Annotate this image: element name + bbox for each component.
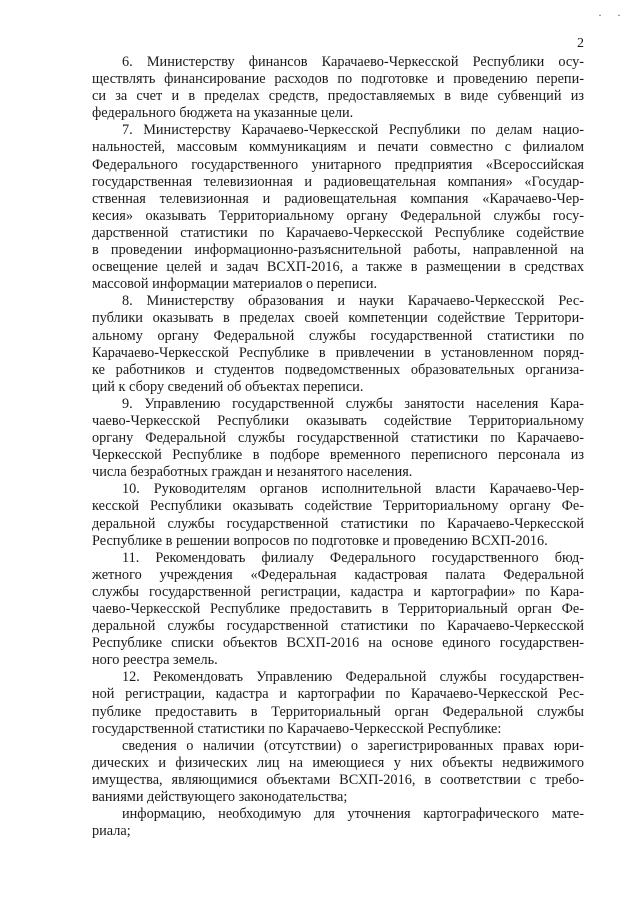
text-line: нальностей, массовым коммуникациям и печати совместно с филиалом — [92, 139, 584, 156]
text-line: ного реестра земель. — [92, 652, 218, 669]
text-line: чаево-Черкесской Республики оказывать содействие Территориальному — [92, 412, 584, 429]
text-line: дических и физических лиц на имеющиеся у них объекты недвижимого — [92, 754, 584, 771]
text-line: деральной службы государственной статистики по Карачаево-Черкесской — [92, 618, 584, 635]
text-line: ке работников и студентов подведомственных образовательных организа- — [92, 361, 584, 378]
text-line: 7. Министерству Карачаево-Черкесской Республики по делам нацио- — [122, 122, 584, 139]
text-line: в проведении информационно-разъяснительной работы, направленной на — [92, 242, 584, 259]
text-line: Черкесской Республике в подборе временного переписного персонала из — [92, 447, 584, 464]
text-line: жетного учреждения «Федеральная кадастровая палата Федеральной — [92, 566, 584, 583]
text-line: публики оказывать в пределах своей компетенции содействие Территори- — [92, 310, 584, 327]
text-line: 12. Рекомендовать Управлению Федеральной службы государствен- — [122, 669, 584, 686]
page-number: 2 — [577, 36, 584, 51]
text-line: риала; — [92, 823, 131, 840]
text-line: ственная телевизионная и радиовещательная компания «Карачаево-Чер- — [92, 190, 584, 207]
text-line: ваниями действующего законодательства; — [92, 789, 348, 806]
text-line: сведения о наличии (отсутствии) о зарегистрированных правах юри- — [122, 737, 584, 754]
text-line: альному органу Федеральной службы государственной статистики по — [92, 327, 584, 344]
text-line: имущества, являющимися объектами ВСХП-2016, в соответствии с требо- — [92, 771, 584, 788]
text-line: массовой информации материалов о переписи. — [92, 276, 378, 293]
text-line: ций к сбору сведений об объектах переписи. — [92, 378, 364, 395]
text-line: дарственной статистики по Карачаево-Черкесской Республике содействие — [92, 224, 584, 241]
text-line: 9. Управлению государственной службы занятости населения Кара- — [122, 395, 584, 412]
text-line: Федерального государственного унитарного предприятия «Всероссийская — [92, 156, 584, 173]
text-line: числа безработных граждан и незанятого населения. — [92, 464, 413, 481]
text-line: 10. Руководителям органов исполнительной власти Карачаево-Чер- — [122, 481, 584, 498]
text-line: 11. Рекомендовать филиалу Федерального государственного бюд- — [122, 549, 584, 566]
text-line: си за счет и в пределах средств, предоставляемых в виде субвенций из — [92, 88, 584, 105]
text-line: органу Федеральной службы государственной статистики по Карачаево- — [92, 430, 584, 447]
text-line: информацию, необходимую для уточнения картографического мате- — [122, 806, 584, 823]
text-line: Карачаево-Черкесской Республике в привлечении в установленном поряд- — [92, 344, 584, 361]
text-line: кесской Республики оказывать содействие Территориальному органу Фе- — [92, 498, 584, 515]
text-line: 6. Министерству финансов Карачаево-Черкесской Республики осу- — [122, 54, 584, 70]
text-line: государственной статистики по Карачаево-Черкесской Республике: — [92, 720, 502, 737]
text-line: Республике в решении вопросов по подготовке и проведению ВСХП-2016. — [92, 532, 548, 549]
text-line: кесия» оказывать Территориальному органу Федеральной службы госу- — [92, 207, 584, 224]
text-line: чаево-Черкесской Республике предоставить в Территориальный орган Фе- — [92, 601, 584, 617]
text-line: службы государственной регистрации, кадастра и картографии» по Кара- — [92, 583, 584, 600]
text-line: федерального бюджета на указанные цели. — [92, 105, 354, 122]
text-line: освещение целей и задач ВСХП-2016, а также в размещении в средствах — [92, 259, 584, 276]
text-line: государственная телевизионная и радиовещательная компания» «Государ- — [92, 173, 584, 190]
text-line: Республике списки объектов ВСХП-2016 на основе единого государствен- — [92, 635, 584, 652]
text-line: ществлять финансирование расходов по подготовке и проведению перепи- — [92, 71, 584, 88]
scan-marks: · · — [598, 8, 627, 22]
text-line: публике предоставить в Территориальный орган Федеральной службы — [92, 703, 584, 720]
text-line: ной регистрации, кадастра и картографии по Карачаево-Черкесской Рес- — [92, 686, 584, 703]
text-line: деральной службы государственной статистики по Карачаево-Черкесской — [92, 515, 584, 532]
document-body — [92, 54, 584, 840]
text-line: 8. Министерству образования и науки Карачаево-Черкесской Рес- — [122, 293, 584, 310]
